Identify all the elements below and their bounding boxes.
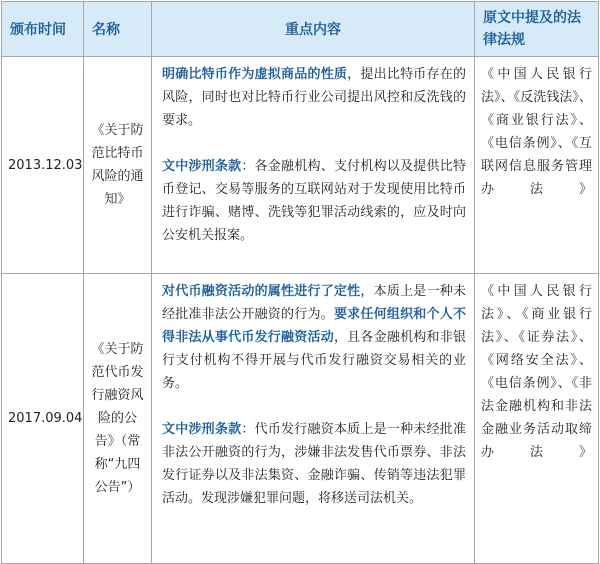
highlight-text: 对代币融资活动的属性进行了定性 [162,284,361,299]
highlight-text: 文中涉刑条款 [162,159,242,174]
header-name: 名称 [84,2,152,57]
content-paragraph [162,155,466,247]
row-laws: 《中国人民银行法》、《反洗钱法》、《商业银行法》、《电信条例》、《互联网信息服务管理办法》 [475,57,599,274]
regulation-table [1,1,599,564]
table-header-row [2,2,599,57]
header-content: 重点内容 [152,2,475,57]
body-text: ：各金融机构、支付机构以及提供比特币登记、交易等服务的互联网站对于发现使用比特币进行诈骗、赌博、洗钱等犯罪活动线索的，应及时向公安机关报案。 [162,159,466,243]
row-laws: 《中国人民银行法》、《商业银行法》、《证券法》、《网络安全法》、《电信条例》、《非法金融机构和非法金融业务活动取缔办法》 [475,274,599,564]
header-date: 颁布时间 [2,2,84,57]
row-content [152,57,475,274]
table-row [2,274,599,564]
header-laws: 原文中提及的法律法规 [475,2,599,57]
row-name: 《关于防范比特币风险的通知》 [84,57,152,274]
row-name: 《关于防范代币发行融资风险的公告》（常称“九四公告”） [84,274,152,564]
highlight-text: 文中涉刑条款 [162,422,242,437]
row-date: 2017.09.04 [2,274,84,564]
body-text: ，且各金融机构和非银行支付机构不得开展与代币发行融资交易相关的业务。 [162,330,466,391]
body-text: ，本质上是一种未经批准非法公开融资的行为。 [162,284,466,322]
table-row [2,57,599,274]
body-text: ：代币发行融资本质上是一种未经批准非法公开融资的行为，涉嫌非法发售代币票券、非法发行证券以及非法集资、金融诈骗、传销等违法犯罪活动。发现涉嫌犯罪问题，将移送司法机关。 [162,422,466,506]
body-text: ，提出比特币存在的风险，同时也对比特币行业公司提出风控和反洗钱的要求。 [162,67,466,128]
highlight-text: 要求任何组织和个人不得非法从事代币发行融资活动 [162,307,466,345]
row-date: 2013.12.03 [2,57,84,274]
content-paragraph [162,63,466,132]
content-paragraph [162,280,466,395]
row-content [152,274,475,564]
content-paragraph [162,418,466,510]
highlight-text: 明确比特币作为虚拟商品的性质 [162,67,348,82]
